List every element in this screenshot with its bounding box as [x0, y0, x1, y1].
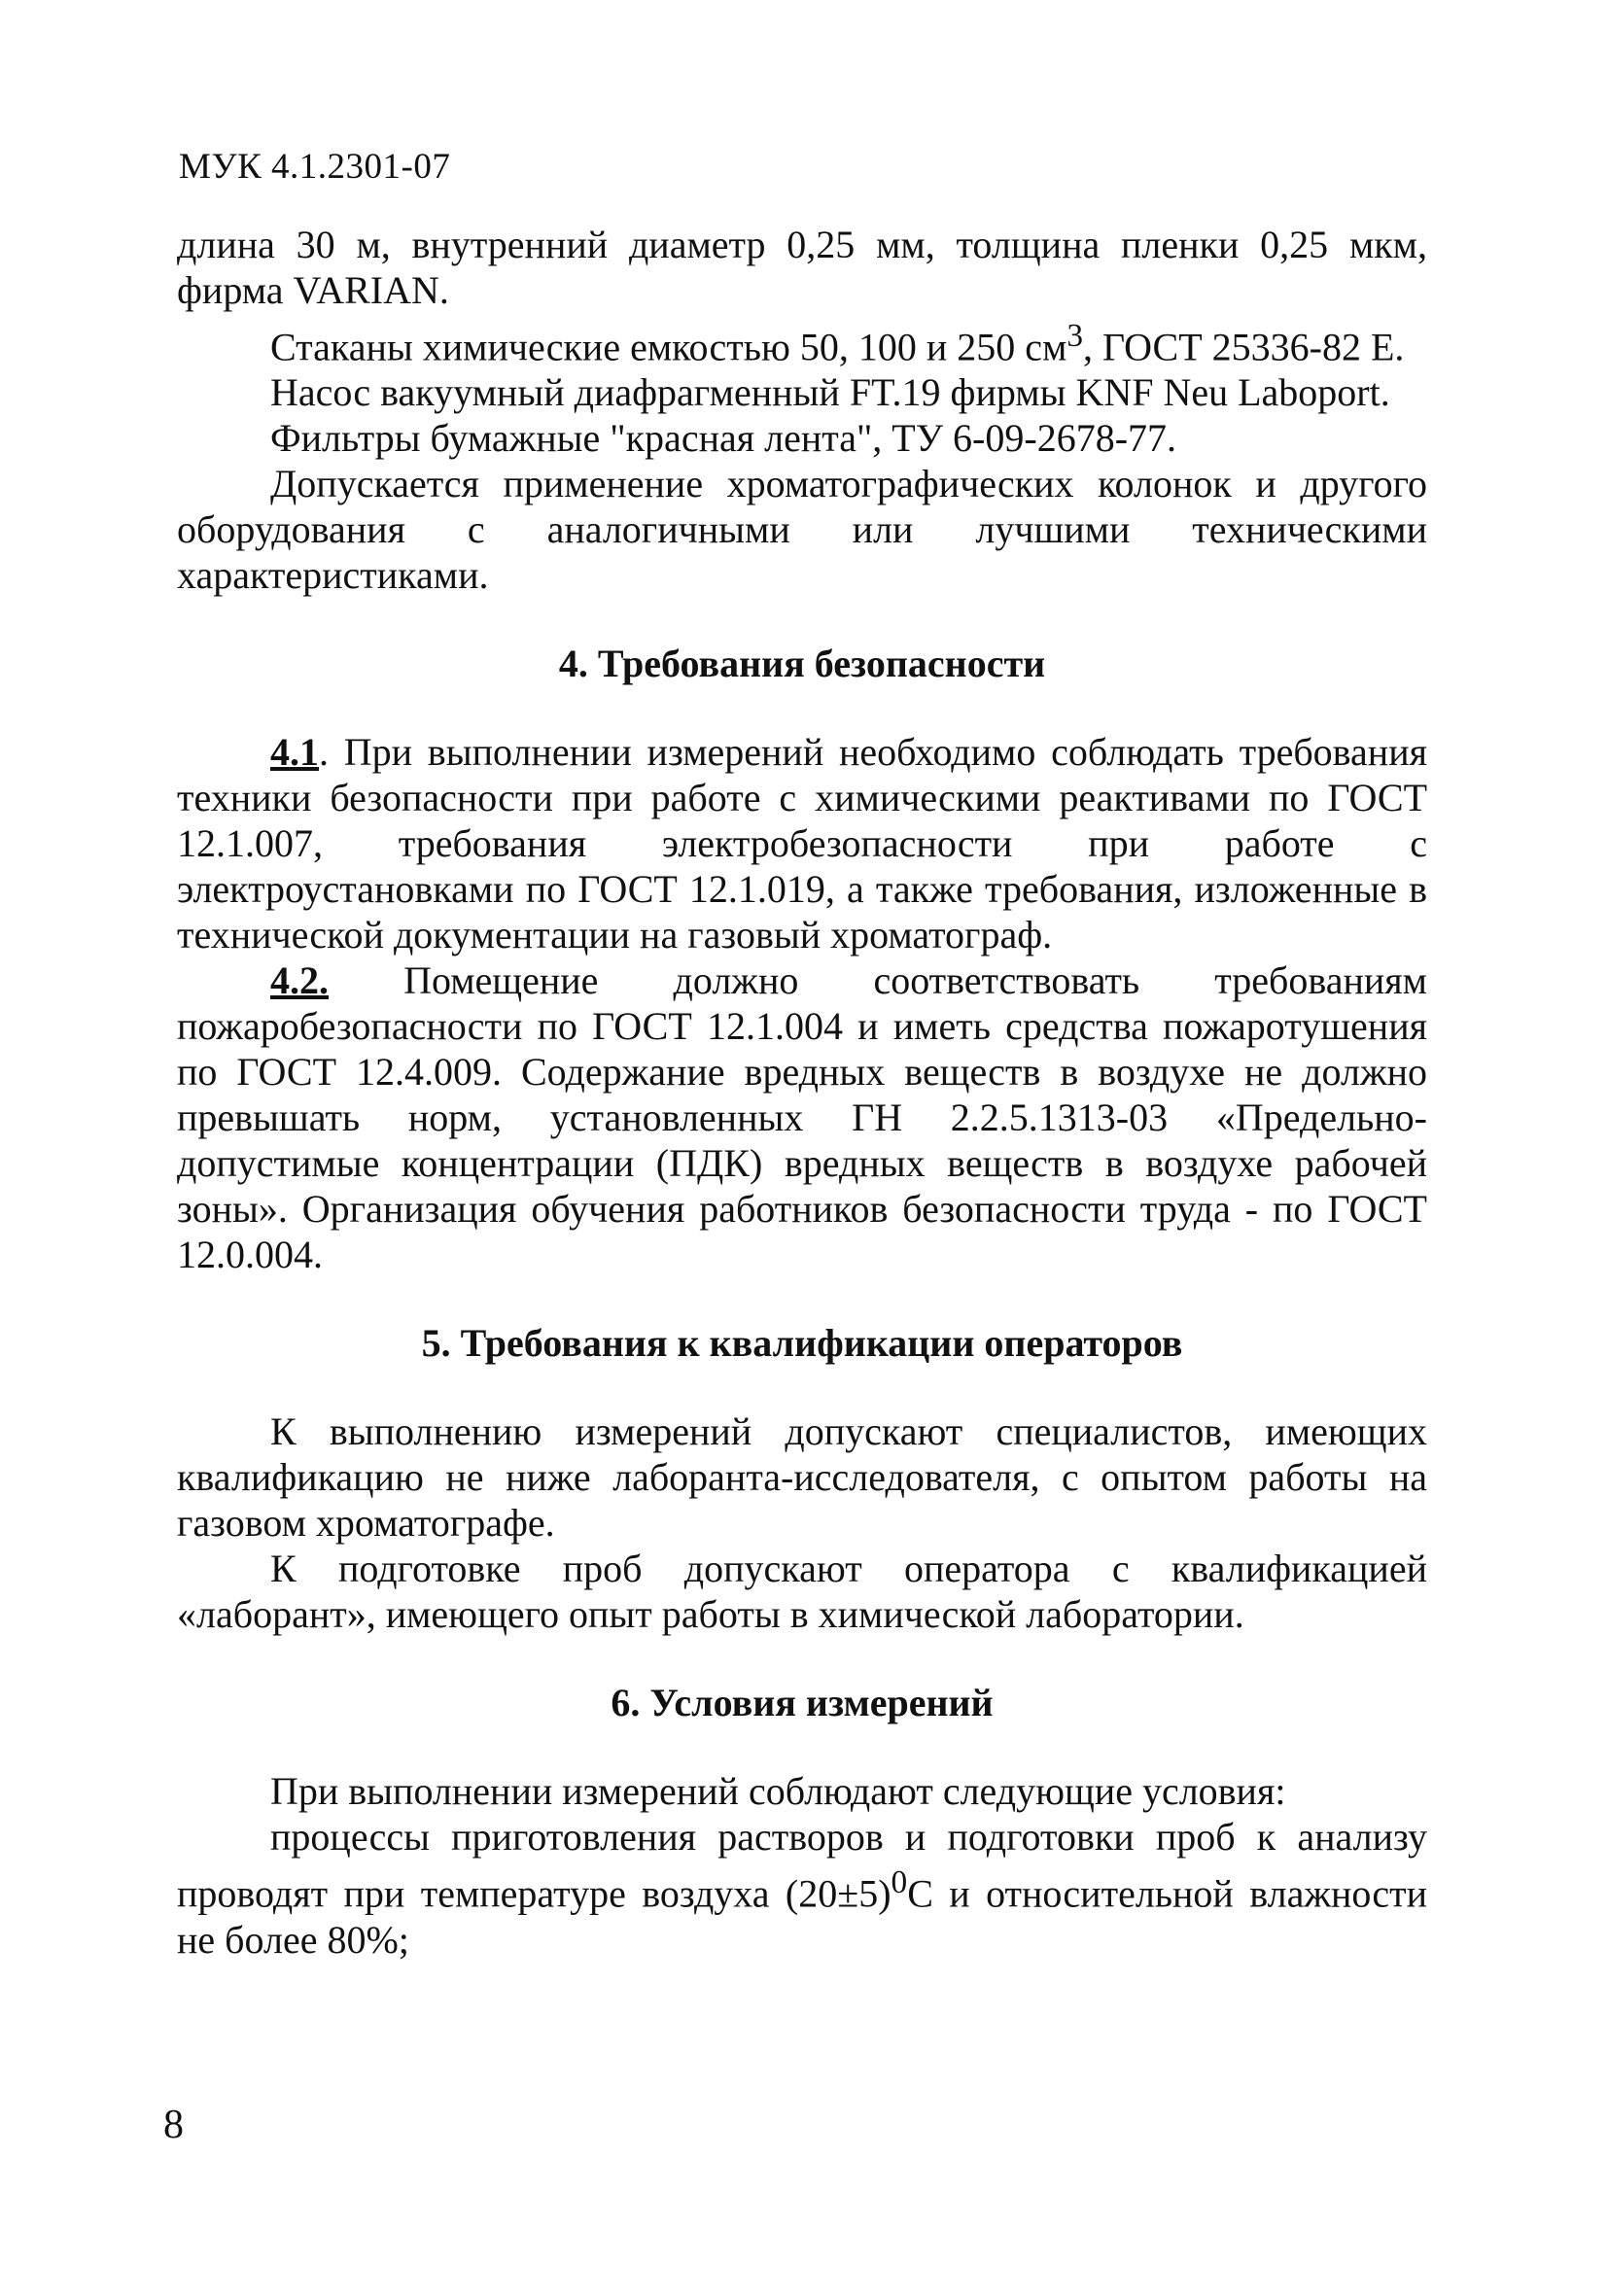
section-5-paragraph-2: К подготовке проб допускают оператора с квалификацией «лаборант», имеющего опыт работы в химической лаборатории. [177, 1547, 1427, 1637]
equipment-substitution-paragraph: Допускается применение хроматографических колонок и другого оборудования с аналогичными или лучшими техническими характеристиками. [177, 462, 1427, 598]
clause-text-4-2: Помещение должно соответствовать требованиям пожаробезопасности по ГОСТ 12.1.004 и иметь средства пожаротушения по ГОСТ 12.4.009. Содержание вредных веществ в воздухе не должно превышать норм, установленных ГН 2.2.5.1313-03 «Предельно-допустимые концентрации (ПДК) вредных веществ в воздухе рабочей зоны». Организация обучения работников безопасности труда - по ГОСТ 12.0.004. [177, 958, 1427, 1277]
section-4-1-paragraph [177, 729, 1427, 957]
document-code-header: МУК 4.1.2301-07 [179, 147, 451, 187]
beakers-unit-superscript: 3 [1066, 318, 1084, 354]
degree-superscript: 0 [891, 1864, 908, 1901]
pump-paragraph: Насос вакуумный диафрагменный FT.19 фирмы KNF Neu Laboport. [270, 370, 1390, 415]
beakers-standard: , ГОСТ 25336-82 Е. [1083, 325, 1405, 369]
beakers-text: Стаканы химические емкостью 50, 100 и 250 см [270, 325, 1067, 369]
clause-number-4-2: 4.2. [270, 958, 329, 1003]
section-4-2-paragraph [177, 957, 1427, 1277]
section-6-paragraph-2 [177, 1814, 1427, 1962]
conditions-tail: С и относительной влажности не более 80%; [177, 1871, 1427, 1962]
section-6-heading: 6. Условия измерений [611, 1681, 994, 1725]
page-number: 8 [163, 2103, 184, 2147]
section-5-paragraph-1: К выполнению измерений допускают специалистов, имеющих квалификацию не ниже лаборанта-исследователя, с опытом работы на газовом хроматографе. [177, 1409, 1427, 1546]
section-6-paragraph-1: При выполнении измерений соблюдают следующие условия: [270, 1769, 1286, 1814]
clause-text-4-1: . При выполнении измерений необходимо соблюдать требования техники безопасности при работе с химическими реактивами по ГОСТ 12.1.007, требования электробезопасности при работе с электроустановками по ГОСТ 12.1.019, а также требования, изложенные в технической документации на газовый хроматограф. [177, 730, 1427, 957]
section-5-heading: 5. Требования к квалификации операторов [421, 1321, 1183, 1366]
column-spec-paragraph: длина 30 м, внутренний диаметр 0,25 мм, толщина пленки 0,25 мкм, фирма VARIAN. [177, 223, 1427, 312]
conditions-text: процессы приготовления растворов и подготовки проб к анализу проводят при температуре воздуха (20±5) [177, 1815, 1427, 1916]
section-4-heading: 4. Требования безопасности [558, 642, 1046, 686]
clause-number-4-1: 4.1 [270, 730, 319, 775]
beakers-paragraph [177, 313, 1427, 369]
filters-paragraph: Фильтры бумажные "красная лента", ТУ 6-09-2678-77. [270, 416, 1177, 461]
document-body [177, 222, 1427, 1963]
